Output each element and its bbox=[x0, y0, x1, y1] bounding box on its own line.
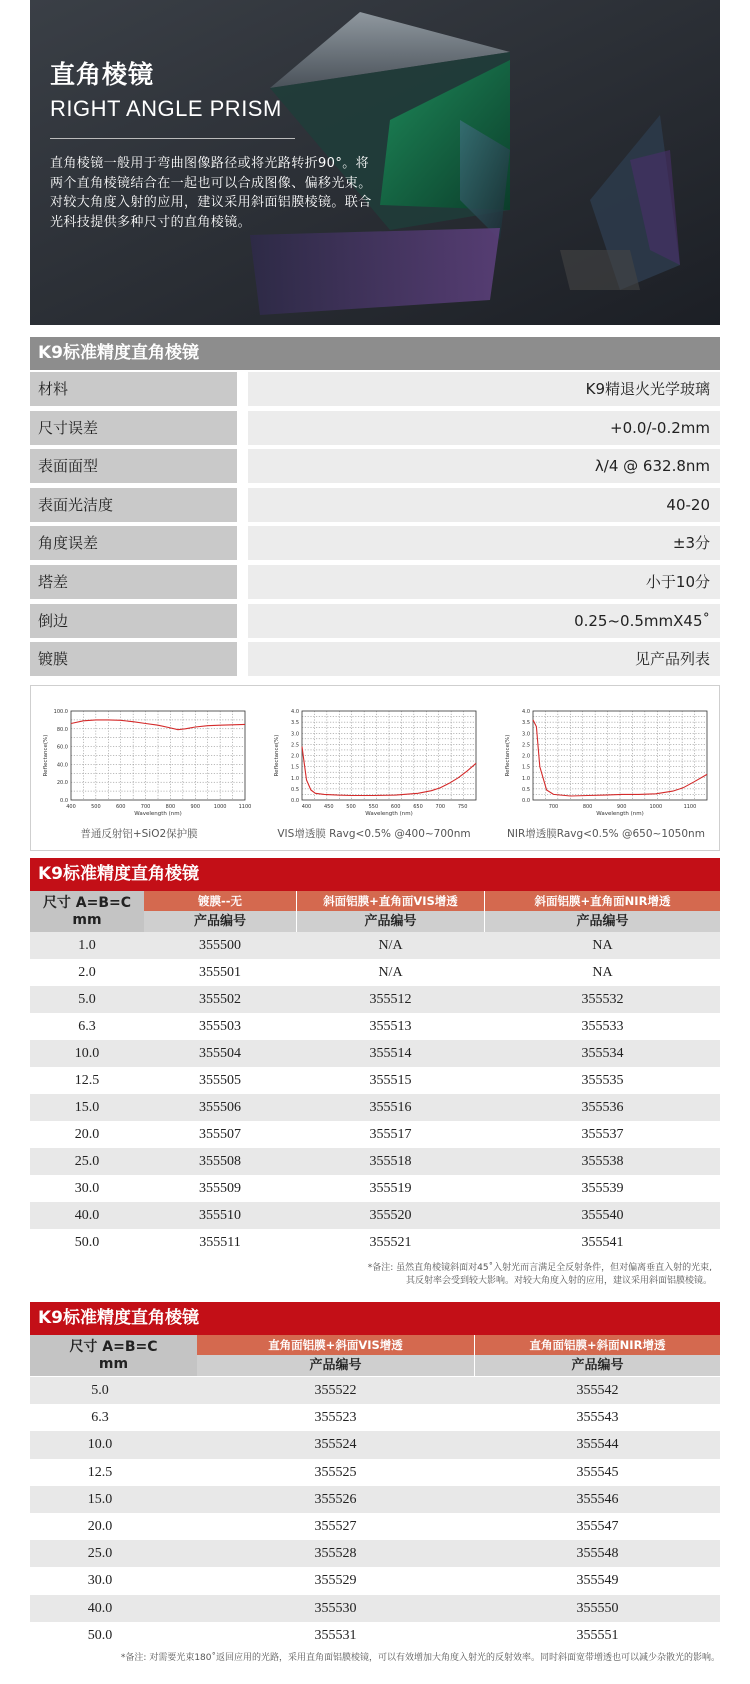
size-cell: 10.0 bbox=[74, 1046, 100, 1061]
table-row bbox=[30, 1040, 720, 1067]
table-row bbox=[30, 1175, 720, 1202]
product-code-cell: 355542 bbox=[576, 1383, 619, 1398]
table-row bbox=[30, 1622, 720, 1649]
table-row bbox=[30, 1595, 720, 1622]
product-code-cell: 355507 bbox=[199, 1127, 241, 1142]
x-tick-label: 1100 bbox=[683, 804, 697, 810]
table1-note-line2: 其反射率会受到较大影响。对较大角度入射的应用，建议采用斜面铝膜棱镜。 bbox=[405, 1276, 712, 1286]
table-row bbox=[30, 1121, 720, 1148]
y-axis-label: Reflectance(%) bbox=[43, 734, 49, 777]
table2-coating-nir: 直角面铝膜+斜面NIR增透 bbox=[475, 1335, 720, 1355]
x-tick-label: 700 bbox=[435, 804, 446, 810]
x-tick-label: 1000 bbox=[649, 804, 663, 810]
product-code-cell: 355541 bbox=[581, 1235, 624, 1250]
reflectance-charts bbox=[30, 685, 720, 851]
spec-row bbox=[30, 488, 720, 522]
table1-coating-vis: 斜面铝膜+直角面VIS增透 bbox=[297, 891, 484, 911]
y-tick-label: 2.0 bbox=[522, 753, 530, 760]
product-code-cell: 355549 bbox=[576, 1573, 619, 1589]
table2-size-head-line1: 尺寸 A=B=C bbox=[69, 1339, 158, 1355]
spec-row bbox=[30, 604, 720, 638]
x-axis-label: Wavelength (nm) bbox=[365, 811, 413, 817]
product-code-cell: 355550 bbox=[576, 1600, 619, 1616]
size-cell: 25.0 bbox=[74, 1154, 100, 1169]
product-code-cell: 355544 bbox=[576, 1437, 619, 1453]
spec-value: λ/4 @ 632.8nm bbox=[248, 449, 720, 483]
product-code-cell: 355536 bbox=[581, 1100, 624, 1115]
x-axis-label: Wavelength (nm) bbox=[596, 811, 644, 817]
product-code-cell: 355517 bbox=[369, 1127, 412, 1142]
y-tick-label: 3.0 bbox=[291, 731, 299, 738]
product-code-cell: 355523 bbox=[314, 1410, 357, 1426]
table-row bbox=[30, 1404, 720, 1431]
x-tick-label: 800 bbox=[165, 804, 176, 810]
y-tick-label: 60.0 bbox=[56, 744, 68, 751]
product-code-cell: 355545 bbox=[576, 1464, 619, 1480]
y-tick-label: 3.5 bbox=[291, 720, 299, 727]
product-code-cell: 355548 bbox=[576, 1546, 619, 1562]
product-code-cell: 355514 bbox=[369, 1046, 412, 1061]
product-code-cell: 355532 bbox=[581, 992, 624, 1007]
size-cell: 40.0 bbox=[87, 1600, 113, 1616]
product-code-cell: 355520 bbox=[369, 1208, 412, 1223]
y-tick-label: 0.5 bbox=[522, 786, 530, 793]
spec-label: 角度误差 bbox=[30, 526, 237, 560]
table-row bbox=[30, 1567, 720, 1594]
size-cell: 50.0 bbox=[87, 1627, 113, 1643]
size-cell: 20.0 bbox=[87, 1519, 113, 1534]
x-tick-label: 700 bbox=[140, 804, 151, 810]
x-tick-label: 500 bbox=[346, 804, 356, 810]
spec-value: 0.25~0.5mmX45˚ bbox=[248, 604, 720, 638]
spec-row bbox=[30, 526, 720, 560]
table1-coating-nir: 斜面铝膜+直角面NIR增透 bbox=[485, 891, 720, 911]
hero-subtitle: RIGHT ANGLE PRISM bbox=[50, 96, 282, 121]
table1-header: K9标准精度直角棱镜 bbox=[30, 858, 720, 891]
spec-row bbox=[30, 449, 720, 483]
chart-vis-ar bbox=[264, 692, 484, 842]
product-code-cell: 355501 bbox=[199, 965, 241, 980]
x-tick-label: 900 bbox=[616, 804, 627, 810]
product-code-cell: 355533 bbox=[581, 1019, 624, 1034]
y-tick-label: 0.5 bbox=[291, 786, 299, 793]
table-row bbox=[30, 1202, 720, 1229]
table-row bbox=[30, 1094, 720, 1121]
size-cell: 5.0 bbox=[91, 1383, 109, 1398]
product-code-cell: 355526 bbox=[314, 1491, 357, 1507]
product-code-cell: 355521 bbox=[369, 1235, 412, 1250]
spec-table-header: K9标准精度直角棱镜 bbox=[30, 337, 720, 370]
product-code-cell: 355525 bbox=[314, 1464, 357, 1480]
y-axis-label: Reflectance(%) bbox=[505, 734, 511, 777]
size-cell: 6.3 bbox=[78, 1019, 96, 1034]
product-code-cell: 355509 bbox=[199, 1181, 241, 1196]
product-code-cell: 355539 bbox=[581, 1181, 624, 1196]
table2-size-head-line2: mm bbox=[98, 1356, 129, 1372]
product-code-cell: 355506 bbox=[199, 1100, 241, 1115]
product-code-cell: NA bbox=[592, 938, 613, 953]
table1-note bbox=[320, 1262, 712, 1288]
spec-value: +0.0/-0.2mm bbox=[248, 411, 720, 445]
size-cell: 2.0 bbox=[78, 965, 96, 980]
product-code-cell: 355537 bbox=[581, 1127, 624, 1142]
y-tick-label: 100.0 bbox=[53, 709, 68, 715]
x-tick-label: 400 bbox=[66, 804, 76, 810]
table2-coating-vis: 直角面铝膜+斜面VIS增透 bbox=[197, 1335, 474, 1355]
hero-divider bbox=[50, 138, 295, 139]
product-code-cell: 355508 bbox=[199, 1154, 241, 1169]
product-code-cell: 355505 bbox=[199, 1073, 241, 1088]
product-code-cell: 355518 bbox=[369, 1154, 412, 1169]
product-code-cell: NA bbox=[592, 965, 613, 980]
product-code-cell: 355543 bbox=[576, 1410, 619, 1426]
size-cell: 50.0 bbox=[74, 1235, 100, 1250]
table-row bbox=[30, 959, 720, 986]
product-code-cell: 355511 bbox=[199, 1235, 241, 1250]
x-tick-label: 750 bbox=[457, 804, 468, 810]
y-tick-label: 0.0 bbox=[60, 798, 68, 804]
table2-size-head bbox=[30, 1339, 197, 1373]
size-cell: 15.0 bbox=[87, 1491, 113, 1507]
product-code-cell: N/A bbox=[378, 938, 403, 953]
chart-caption-vis-ar: VIS增透膜 Ravg<0.5% @400~700nm bbox=[277, 828, 471, 840]
y-tick-label: 4.0 bbox=[291, 709, 299, 715]
size-cell: 5.0 bbox=[78, 992, 96, 1007]
chart-aluminium bbox=[33, 692, 253, 842]
x-tick-label: 450 bbox=[323, 804, 334, 810]
table-row bbox=[30, 1148, 720, 1175]
product-code-cell: 355535 bbox=[581, 1073, 624, 1088]
table1-size-head-line1: 尺寸 A=B=C bbox=[42, 895, 132, 911]
y-tick-label: 2.5 bbox=[522, 742, 530, 749]
spec-label: 尺寸误差 bbox=[30, 411, 237, 445]
table-row bbox=[30, 1459, 720, 1486]
table2-note: *备注: 对需要光束180˚返回应用的光路，采用直角面铝膜棱镜，可以有效增加大角度入射光的反射效率。同时斜面宽带增透也可以减少杂散光的影响。 bbox=[120, 1653, 720, 1663]
size-cell: 1.0 bbox=[78, 938, 96, 953]
product-code-cell: 355527 bbox=[314, 1519, 357, 1534]
product-code-cell: 355516 bbox=[369, 1100, 412, 1115]
y-tick-label: 2.0 bbox=[291, 753, 299, 760]
spec-value: K9精退火光学玻璃 bbox=[248, 372, 720, 406]
spec-label: 表面面型 bbox=[30, 449, 237, 483]
product-code-cell: 355534 bbox=[581, 1046, 624, 1061]
hero-banner bbox=[30, 0, 720, 325]
size-cell: 6.3 bbox=[91, 1410, 109, 1426]
spec-value: 见产品列表 bbox=[248, 642, 720, 676]
spec-value: ±3分 bbox=[248, 526, 720, 560]
y-tick-label: 3.5 bbox=[522, 720, 530, 727]
table1-subhead: 产品编号 bbox=[144, 911, 296, 932]
y-tick-label: 20.0 bbox=[56, 780, 68, 787]
product-code-cell: 355540 bbox=[581, 1208, 624, 1223]
spec-row bbox=[30, 411, 720, 445]
x-tick-label: 600 bbox=[390, 804, 401, 810]
x-tick-label: 600 bbox=[115, 804, 126, 810]
x-tick-label: 1000 bbox=[213, 804, 227, 810]
spec-row bbox=[30, 565, 720, 599]
spec-label: 镀膜 bbox=[30, 642, 237, 676]
table1-note-line1: *备注: 虽然直角棱镜斜面对45˚入射光而言满足全反射条件，但对偏离垂直入射的光束, bbox=[367, 1263, 712, 1273]
table2-subhead: 产品编号 bbox=[475, 1355, 720, 1376]
y-tick-label: 1.0 bbox=[522, 775, 530, 782]
product-code-cell: 355524 bbox=[314, 1437, 357, 1453]
size-cell: 30.0 bbox=[74, 1181, 100, 1196]
x-tick-label: 650 bbox=[413, 804, 423, 810]
size-cell: 12.5 bbox=[74, 1073, 100, 1088]
product-code-cell: 355528 bbox=[314, 1546, 357, 1562]
table-row bbox=[30, 1067, 720, 1094]
product-code-cell: 355502 bbox=[199, 992, 241, 1007]
table-row bbox=[30, 1377, 720, 1404]
product-code-cell: 355513 bbox=[369, 1019, 412, 1034]
product-code-cell: 355547 bbox=[576, 1519, 619, 1534]
product-code-cell: 355531 bbox=[314, 1627, 357, 1643]
chart-caption-nir-ar: NIR增透膜Ravg<0.5% @650~1050nm bbox=[507, 828, 705, 840]
product-code-cell: 355512 bbox=[369, 992, 412, 1007]
y-tick-label: 1.5 bbox=[291, 764, 299, 771]
product-code-cell: 355538 bbox=[581, 1154, 624, 1169]
table1-coating-none: 镀膜--无 bbox=[144, 891, 296, 911]
spec-row bbox=[30, 372, 720, 406]
table1-size-head bbox=[30, 895, 144, 929]
spec-label: 倒边 bbox=[30, 604, 237, 638]
table2-subhead: 产品编号 bbox=[197, 1355, 474, 1376]
table-row bbox=[30, 986, 720, 1013]
hero-description: 直角棱镜一般用于弯曲图像路径或将光路转折90°。将两个直角棱镜结合在一起也可以合成图像、偏移光束。对较大角度入射的应用，建议采用斜面铝膜棱镜。联合光科技提供多种尺寸的直角棱镜。 bbox=[50, 156, 372, 230]
spec-label: 表面光洁度 bbox=[30, 488, 237, 522]
product-code-cell: 355551 bbox=[576, 1627, 619, 1643]
table2-header: K9标准精度直角棱镜 bbox=[30, 1302, 720, 1335]
product-code-cell: 355530 bbox=[314, 1600, 357, 1616]
y-tick-label: 4.0 bbox=[522, 709, 530, 715]
table-row bbox=[30, 932, 720, 959]
table1-subhead: 产品编号 bbox=[297, 911, 484, 932]
spec-value: 小于10分 bbox=[248, 565, 720, 599]
y-tick-label: 0.0 bbox=[291, 798, 299, 804]
size-cell: 15.0 bbox=[74, 1100, 100, 1115]
size-cell: 25.0 bbox=[87, 1546, 113, 1562]
x-axis-label: Wavelength (nm) bbox=[134, 811, 182, 817]
chart-caption-aluminium: 普通反射铝+SiO2保护膜 bbox=[80, 828, 198, 840]
size-cell: 40.0 bbox=[74, 1208, 100, 1223]
y-tick-label: 1.5 bbox=[522, 764, 530, 771]
y-tick-label: 1.0 bbox=[291, 775, 299, 782]
table-row bbox=[30, 1431, 720, 1458]
y-tick-label: 3.0 bbox=[522, 731, 530, 738]
product-code-cell: 355529 bbox=[314, 1573, 357, 1589]
y-tick-label: 40.0 bbox=[56, 762, 68, 769]
product-code-cell: 355519 bbox=[369, 1181, 412, 1196]
product-code-cell: 355546 bbox=[576, 1491, 619, 1507]
y-tick-label: 0.0 bbox=[522, 798, 530, 804]
size-cell: 30.0 bbox=[87, 1573, 113, 1589]
x-tick-label: 400 bbox=[301, 804, 312, 810]
table1-size-head-line2: mm bbox=[72, 912, 102, 928]
size-cell: 10.0 bbox=[87, 1437, 113, 1453]
table-row bbox=[30, 1540, 720, 1567]
x-tick-label: 500 bbox=[91, 804, 101, 810]
spec-label: 塔差 bbox=[30, 565, 237, 599]
x-tick-label: 1100 bbox=[238, 804, 252, 810]
product-code-cell: 355503 bbox=[199, 1019, 241, 1034]
y-axis-label: Reflectance(%) bbox=[274, 734, 280, 777]
table-row bbox=[30, 1013, 720, 1040]
product-code-cell: N/A bbox=[378, 965, 403, 980]
table-row bbox=[30, 1486, 720, 1513]
size-cell: 20.0 bbox=[74, 1127, 100, 1142]
product-code-cell: 355515 bbox=[369, 1073, 412, 1088]
spec-row bbox=[30, 642, 720, 676]
x-tick-label: 700 bbox=[548, 804, 559, 810]
x-tick-label: 800 bbox=[582, 804, 593, 810]
chart-nir-ar bbox=[495, 692, 715, 842]
table1-subhead: 产品编号 bbox=[485, 911, 720, 932]
y-tick-label: 80.0 bbox=[56, 726, 68, 733]
size-cell: 12.5 bbox=[87, 1464, 113, 1480]
product-code-cell: 355510 bbox=[199, 1208, 241, 1223]
product-code-cell: 355504 bbox=[199, 1046, 241, 1061]
table-row bbox=[30, 1513, 720, 1540]
x-tick-label: 900 bbox=[190, 804, 201, 810]
product-code-cell: 355500 bbox=[199, 938, 241, 953]
product-code-cell: 355522 bbox=[314, 1383, 357, 1398]
x-tick-label: 550 bbox=[368, 804, 379, 810]
spec-value: 40-20 bbox=[248, 488, 720, 522]
table-row bbox=[30, 1229, 720, 1256]
y-tick-label: 2.5 bbox=[291, 742, 299, 749]
spec-label: 材料 bbox=[30, 372, 237, 406]
hero-title: 直角棱镜 bbox=[50, 60, 155, 89]
